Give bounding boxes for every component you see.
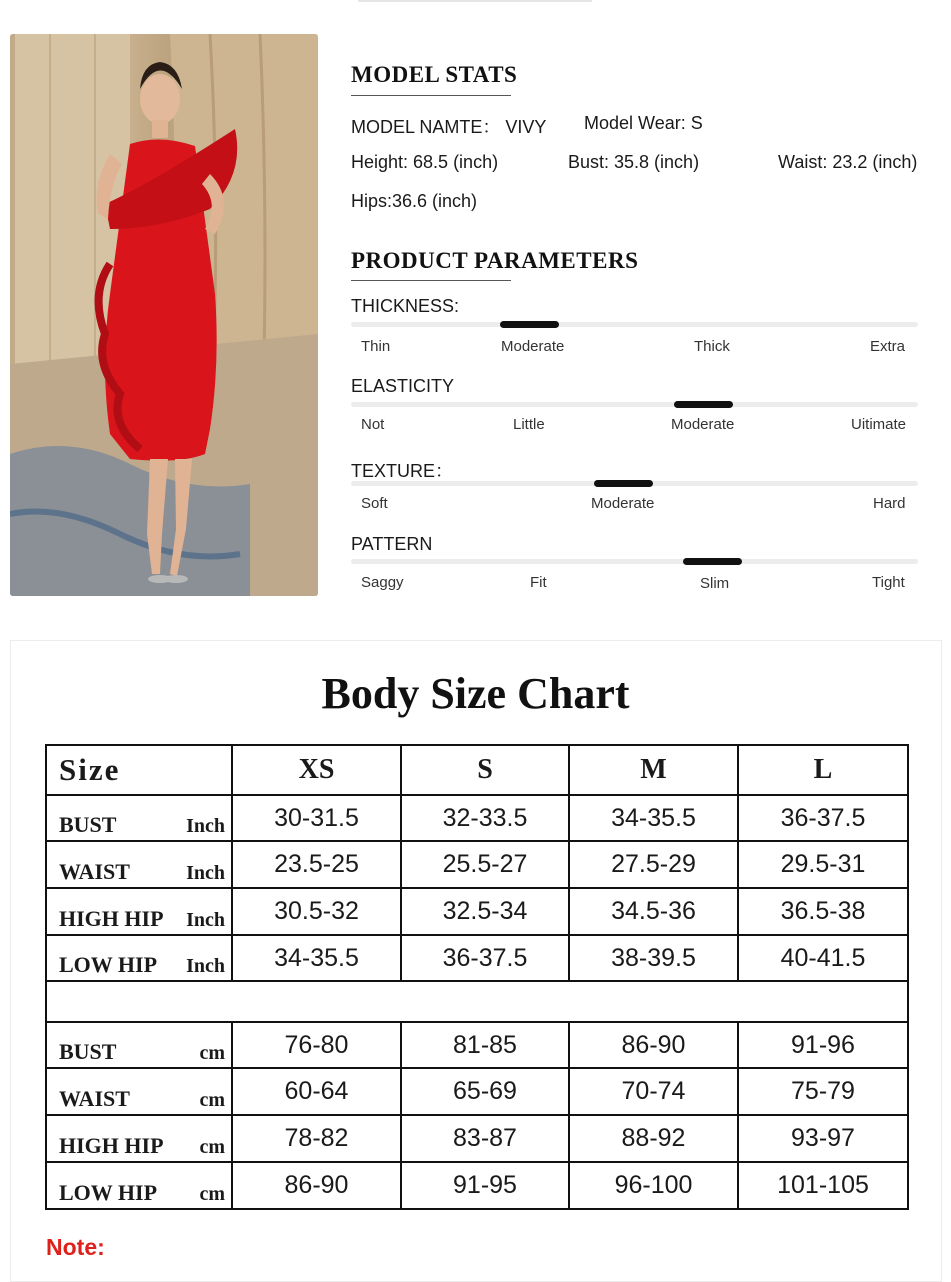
value-cell: 25.5-27 [401, 841, 569, 888]
texture-tick-moderate: Moderate [591, 495, 655, 512]
value-cell: 83-87 [401, 1115, 569, 1162]
param-label-pattern: PATTERN [351, 534, 433, 554]
model-waist: Waist: 23.2 (inch) [778, 152, 918, 172]
table-header-row [46, 745, 908, 795]
value-cell: 38-39.5 [569, 935, 738, 981]
measure-label: HIGH HIP [59, 906, 164, 931]
value-cell: 30-31.5 [232, 795, 401, 841]
pattern-scale-marker [683, 558, 742, 565]
unit-label: Inch [186, 909, 225, 931]
value-cell: 32.5-34 [401, 888, 569, 935]
model-photo [10, 34, 318, 596]
texture-tick-soft: Soft [361, 495, 388, 512]
value-cell: 91-96 [738, 1022, 908, 1068]
row-label-cell [46, 1162, 232, 1209]
spacer-cell [46, 981, 908, 1022]
value-cell: 78-82 [232, 1115, 401, 1162]
table-row [46, 1022, 908, 1068]
model-bust: Bust: 35.8 (inch) [568, 152, 700, 172]
model-stats-heading: MODEL STATS [351, 62, 518, 87]
unit-label: cm [199, 1183, 225, 1205]
pattern-scale-track [351, 559, 918, 564]
note-label: Note: [46, 1234, 105, 1260]
table-row [46, 841, 908, 888]
product-parameters-heading: PRODUCT PARAMETERS [351, 248, 639, 273]
elasticity-tick-little: Little [513, 416, 545, 433]
table-row [46, 888, 908, 935]
measure-label: WAIST [59, 1086, 130, 1111]
value-cell: 36.5-38 [738, 888, 908, 935]
model-stats-underline [351, 95, 511, 96]
table-spacer-row [46, 981, 908, 1022]
param-label-thickness: THICKNESS: [351, 296, 460, 316]
value-cell: 75-79 [738, 1068, 908, 1115]
size-chart-title: Body Size Chart [321, 669, 630, 718]
top-divider [358, 0, 592, 2]
value-cell: 23.5-25 [232, 841, 401, 888]
size-col-xs: XS [232, 745, 401, 795]
table-row [46, 795, 908, 841]
thickness-tick-moderate: Moderate [501, 338, 565, 355]
value-cell: 27.5-29 [569, 841, 738, 888]
value-cell: 36-37.5 [738, 795, 908, 841]
value-cell: 60-64 [232, 1068, 401, 1115]
size-col-m: M [569, 745, 738, 795]
value-cell: 70-74 [569, 1068, 738, 1115]
measure-label: WAIST [59, 859, 130, 884]
row-label-cell [46, 1115, 232, 1162]
texture-scale-track [351, 481, 918, 486]
unit-label: cm [199, 1136, 225, 1158]
table-row [46, 1115, 908, 1162]
elasticity-tick-not: Not [361, 416, 385, 433]
thickness-scale-track [351, 322, 918, 327]
model-wear: Model Wear: S [584, 113, 703, 133]
value-cell: 76-80 [232, 1022, 401, 1068]
table-row [46, 935, 908, 981]
texture-tick-hard: Hard [873, 495, 906, 512]
size-header: Size [46, 745, 232, 795]
pattern-tick-fit: Fit [530, 574, 547, 591]
value-cell: 93-97 [738, 1115, 908, 1162]
table-row [46, 1068, 908, 1115]
model-name: MODEL NAMTE： VIVY [351, 117, 547, 137]
size-chart-table [45, 744, 909, 1210]
unit-label: Inch [186, 815, 225, 837]
row-label-cell [46, 841, 232, 888]
elasticity-scale-marker [674, 401, 733, 408]
value-cell: 81-85 [401, 1022, 569, 1068]
value-cell: 34.5-36 [569, 888, 738, 935]
measure-label: LOW HIP [59, 952, 158, 977]
thickness-tick-thin: Thin [361, 338, 391, 355]
value-cell: 86-90 [232, 1162, 401, 1209]
row-label-cell [46, 795, 232, 841]
value-cell: 65-69 [401, 1068, 569, 1115]
model-hips: Hips:36.6 (inch) [351, 191, 478, 211]
value-cell: 32-33.5 [401, 795, 569, 841]
value-cell: 91-95 [401, 1162, 569, 1209]
value-cell: 34-35.5 [569, 795, 738, 841]
measure-label: HIGH HIP [59, 1133, 164, 1158]
thickness-tick-thick: Thick [694, 338, 730, 355]
param-label-elasticity: ELASTICITY [351, 376, 455, 396]
measure-label: BUST [59, 1039, 117, 1064]
row-label-cell [46, 1068, 232, 1115]
row-label-cell [46, 935, 232, 981]
unit-label: Inch [186, 955, 225, 977]
thickness-tick-extra: Extra [870, 338, 906, 355]
value-cell: 101-105 [738, 1162, 908, 1209]
table-row [46, 1162, 908, 1209]
model-height: Height: 68.5 (inch) [351, 152, 499, 172]
elasticity-scale-track [351, 402, 918, 407]
value-cell: 29.5-31 [738, 841, 908, 888]
texture-scale-marker [594, 480, 653, 487]
elasticity-tick-ultimate: Uitimate [851, 416, 907, 433]
unit-label: cm [199, 1089, 225, 1111]
thickness-scale-marker [500, 321, 559, 328]
measure-label: BUST [59, 812, 117, 837]
value-cell: 86-90 [569, 1022, 738, 1068]
size-col-s: S [401, 745, 569, 795]
unit-label: Inch [186, 862, 225, 884]
value-cell: 88-92 [569, 1115, 738, 1162]
value-cell: 30.5-32 [232, 888, 401, 935]
value-cell: 96-100 [569, 1162, 738, 1209]
value-cell: 40-41.5 [738, 935, 908, 981]
value-cell: 36-37.5 [401, 935, 569, 981]
value-cell: 34-35.5 [232, 935, 401, 981]
pattern-tick-slim: Slim [700, 575, 730, 592]
row-label-cell [46, 888, 232, 935]
pattern-tick-saggy: Saggy [361, 574, 404, 591]
param-label-texture: TEXTURE： [351, 461, 454, 481]
size-col-l: L [738, 745, 908, 795]
elasticity-tick-moderate: Moderate [671, 416, 735, 433]
measure-label: LOW HIP [59, 1180, 158, 1205]
row-label-cell [46, 1022, 232, 1068]
product-parameters-underline [351, 280, 511, 281]
unit-label: cm [199, 1042, 225, 1064]
pattern-tick-tight: Tight [872, 574, 905, 591]
